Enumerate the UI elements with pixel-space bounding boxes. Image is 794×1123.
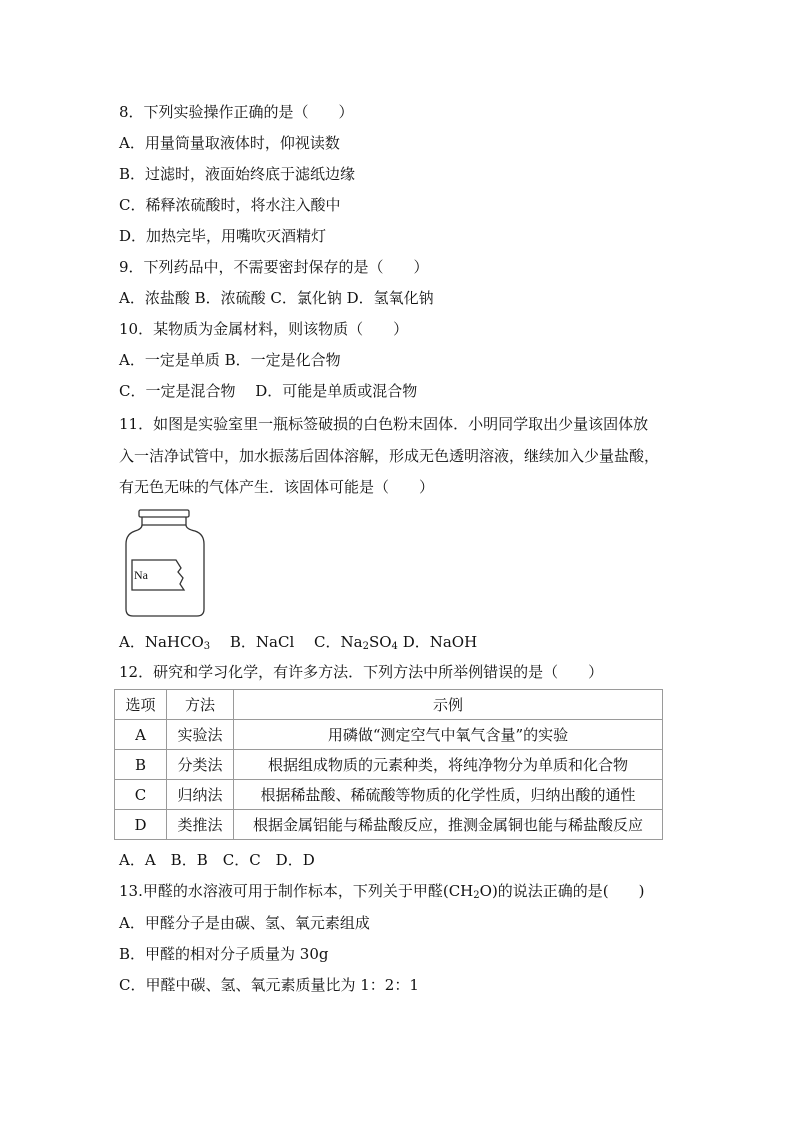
table-cell: 类推法: [167, 810, 234, 840]
q13-option-a: A．甲醛分子是由碳、氢、氧元素组成: [119, 914, 370, 932]
reagent-bottle-figure: [122, 508, 208, 620]
q13-option-b: B．甲醛的相对分子质量为 30g: [119, 945, 329, 963]
q11-stem-line-1: 11．如图是实验室里一瓶标签破损的白色粉末固体．小明同学取出少量该固体放: [119, 415, 649, 433]
table-cell: 实验法: [167, 720, 234, 750]
q8-option-a: A．用量筒量取液体时，仰视读数: [119, 134, 340, 152]
table-row: [115, 750, 663, 780]
table-cell: 根据稀盐酸、稀硫酸等物质的化学性质，归纳出酸的通性: [234, 780, 663, 810]
q8-option-c: C．稀释浓硫酸时，将水注入酸中: [119, 196, 341, 214]
table-row: [115, 810, 663, 840]
table-row: [115, 780, 663, 810]
table-cell: 归纳法: [167, 780, 234, 810]
q9-options: A．浓盐酸 B．浓硫酸 C．氯化钠 D．氢氧化钠: [119, 289, 434, 307]
q12-methods-table: [114, 689, 663, 840]
q10-options-cd: C．一定是混合物 D．可能是单质或混合物: [119, 382, 418, 400]
table-header-cell: 方法: [167, 690, 234, 720]
q10-options-ab: A．一定是单质 B．一定是化合物: [119, 351, 341, 369]
q8-option-d: D．加热完毕，用嘴吹灭酒精灯: [119, 227, 327, 245]
table-cell: D: [115, 810, 167, 840]
q9-stem: 9．下列药品中，不需要密封保存的是（ ）: [119, 258, 429, 276]
table-header-cell: 选项: [115, 690, 167, 720]
table-cell: C: [115, 780, 167, 810]
q11-options: A．NaHCO$_3$ B．NaCl C．$Na_2SO_4$ D．NaOH: [119, 633, 478, 652]
table-cell: A: [115, 720, 167, 750]
table-cell: 根据组成物质的元素种类，将纯净物分为单质和化合物: [234, 750, 663, 780]
table-cell: 分类法: [167, 750, 234, 780]
q12-options: A．A B．B C．C D．D: [119, 851, 315, 869]
table-cell: B: [115, 750, 167, 780]
q11-stem-line-2: 入一洁净试管中，加水振荡后固体溶解，形成无色透明溶液，继续加入少量盐酸，: [119, 447, 660, 465]
bottle-label-text: Na: [134, 568, 148, 582]
q10-stem: 10．某物质为金属材料，则该物质（ ）: [119, 320, 409, 338]
table-header-cell: 示例: [234, 690, 663, 720]
q12-stem: 12．研究和学习化学，有许多方法．下列方法中所举例错误的是（ ）: [119, 663, 604, 681]
q13-stem: 13.甲醛的水溶液可用于制作标本，下列关于甲醛$(CH_2O)$的说法正确的是( ): [119, 882, 645, 901]
table-cell: 根据金属铝能与稀盐酸反应，推测金属铜也能与稀盐酸反应: [234, 810, 663, 840]
table-row: [115, 720, 663, 750]
q11-stem-line-3: 有无色无味的气体产生．该固体可能是（ ）: [119, 478, 435, 496]
table-header-row: [115, 690, 663, 720]
q8-option-b: B．过滤时，液面始终底于滤纸边缘: [119, 165, 356, 183]
q13-option-c: C．甲醛中碳、氢、氧元素质量比为 1：2：1: [119, 976, 419, 994]
q8-stem: 8．下列实验操作正确的是（ ）: [119, 103, 354, 121]
table-cell: 用磷做“测定空气中氧气含量”的实验: [234, 720, 663, 750]
